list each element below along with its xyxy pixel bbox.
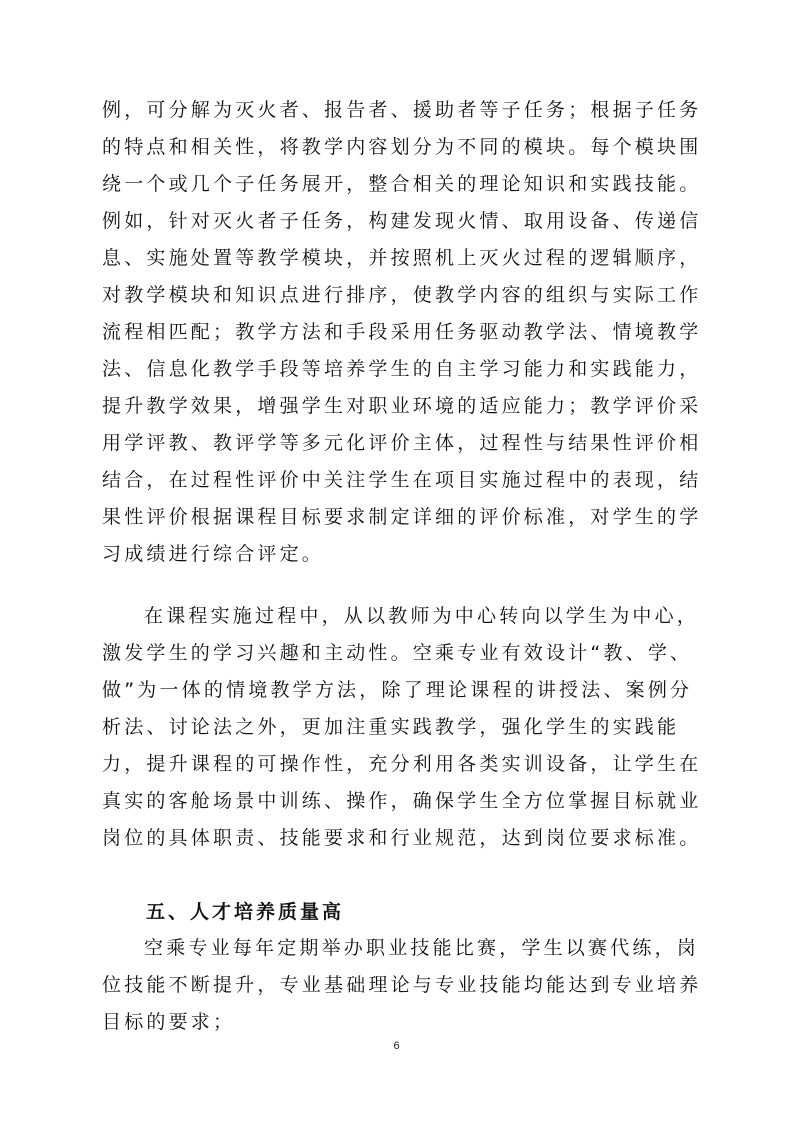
paragraph-text: 在课程实施过程中，从以教师为中心转向以学生为中心，激发学生的学习兴趣和主动性。空乘专业有效设计“教、学、做”为一体的情境教学方法，除了理论课程的讲授法、案例分析法、讨论法之外，更加注重实践教学，强化学生的实践能力，提升课程的可操作性，充分利用各类实训设备，让学生在真实的客舱场景中训练、操作，确保学生全方位掌握目标就业岗位的具体职责、技能要求和行业规范，达到岗位要求标准。 xyxy=(102,605,702,849)
section-heading: 五、人才培养质量高 xyxy=(146,901,345,923)
paragraph-text: 例，可分解为灭火者、报告者、援助者等子任务；根据子任务的特点和相关性，将教学内容划分为不同的模块。每个模块围绕一个或几个子任务展开，整合相关的理论知识和实践技能。例如，针对灭火者子任务，构建发现火情、取用设备、传递信息、实施处置等教学模块，并按照机上灭火过程的逻辑顺序，对教学模块和知识点进行排序，使教学内容的组织与实际工作流程相匹配；教学方法和手段采用任务驱动教学法、情境教学法、信息化教学手段等培养学生的自主学习能力和实践能力，提升教学效果，增强学生对职业环境的适应能力；教学评价采用学评教、教评学等多元化评价主体，过程性与结果性评价相结合，在过程性评价中关注学生在项目实施过程中的表现，结果性评价根据课程目标要求制定详细的评价标准，对学生的学习成绩进行综合评定。 xyxy=(102,99,702,565)
body-paragraph-1 xyxy=(102,92,702,573)
body-paragraph-3 xyxy=(102,930,702,1041)
body-paragraph-2 xyxy=(102,598,702,857)
page-number: 6 xyxy=(393,1040,400,1052)
paragraph-text: 空乘专业每年定期举办职业技能比赛，学生以赛代练，岗位技能不断提升，专业基础理论与专业技能均能达到专业培养目标的要求； xyxy=(102,937,702,1033)
